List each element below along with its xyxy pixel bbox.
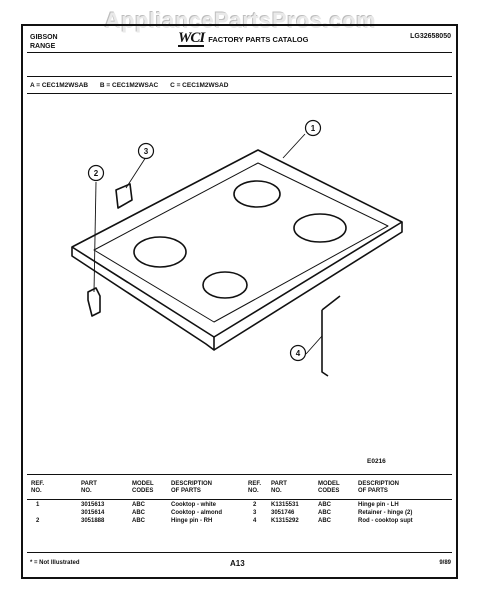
codes-cell: ABC: [132, 518, 145, 524]
model-b: B = CEC1M2WSAC: [99, 82, 159, 89]
wci-logo: WCI: [178, 30, 205, 46]
catalog-title: FACTORY PARTS CATALOG: [208, 35, 309, 44]
codes-cell: ABC: [132, 510, 145, 516]
leader-2: [94, 182, 96, 292]
not-illustrated-note: * = Not Illustrated: [30, 560, 80, 566]
desc-cell: Cooktop - white: [171, 502, 216, 508]
hinge-pin-part: [88, 288, 100, 316]
ref-cell: 3: [253, 510, 257, 516]
revision-date: 9/89: [439, 560, 451, 566]
callout-4: 4: [295, 349, 301, 358]
codes-cell: ABC: [318, 510, 331, 516]
callout-3: 3: [143, 147, 149, 156]
watermark-text: AppliancePartsPros.com: [104, 8, 377, 33]
cooktop-front-skirt: [72, 247, 214, 350]
table-header-rule: [27, 499, 452, 500]
ref-header: REF. NO.: [248, 481, 262, 494]
cooktop-inner-edge: [94, 163, 388, 322]
codes-cell: ABC: [318, 502, 331, 508]
figure-code: E0216: [367, 458, 386, 465]
catalog-number: LG32658050: [410, 33, 451, 40]
burner-opening-back-left: [234, 181, 280, 207]
model-c: C = CEC1M2WSAD: [170, 82, 229, 89]
burner-opening-back-right: [294, 214, 346, 242]
desc-cell: Hinge pin - LH: [358, 502, 399, 508]
page-number: A13: [230, 559, 245, 568]
ref-header: REF. NO.: [31, 481, 45, 494]
ref-cell: 2: [36, 518, 40, 524]
desc-cell: Retainer - hinge (2): [358, 510, 413, 516]
footer-rule: [27, 552, 452, 553]
brand-line-1: GIBSON: [30, 34, 58, 41]
model-header: MODEL CODES: [132, 481, 154, 494]
burner-opening-front-left: [134, 237, 186, 267]
desc-cell: Rod - cooktop supt: [358, 518, 413, 524]
support-rod-part: [322, 296, 340, 376]
part-cell: 3051746: [271, 510, 295, 516]
desc-header: DESCRIPTION OF PARTS: [171, 481, 213, 494]
codes-cell: ABC: [318, 518, 331, 524]
callout-2: 2: [93, 169, 99, 178]
part-cell: K1315531: [271, 502, 299, 508]
ref-cell: 1: [36, 502, 40, 508]
model-a: A = CEC1M2WSAB: [30, 82, 89, 89]
part-cell: 3015614: [81, 510, 105, 516]
part-header: PART NO.: [271, 481, 287, 494]
ref-cell: 4: [253, 518, 257, 524]
codes-cell: ABC: [132, 502, 145, 508]
desc-cell: Hinge pin - RH: [171, 518, 213, 524]
leader-3: [126, 157, 146, 188]
callout-1: 1: [310, 124, 316, 133]
desc-cell: Cooktop - almond: [171, 510, 222, 516]
part-cell: 3015613: [81, 502, 105, 508]
part-cell: 3051888: [81, 518, 105, 524]
part-header: PART NO.: [81, 481, 97, 494]
ref-cell: 2: [253, 502, 257, 508]
brand-line-2: RANGE: [30, 43, 56, 50]
table-rule-top: [27, 474, 452, 475]
desc-header: DESCRIPTION OF PARTS: [358, 481, 400, 494]
leader-1: [283, 134, 305, 158]
leader-4: [306, 336, 322, 354]
hinge-retainer-part: [116, 184, 132, 208]
part-cell: K1315292: [271, 518, 299, 524]
burner-opening-front-right: [203, 272, 247, 298]
model-header: MODEL CODES: [318, 481, 340, 494]
